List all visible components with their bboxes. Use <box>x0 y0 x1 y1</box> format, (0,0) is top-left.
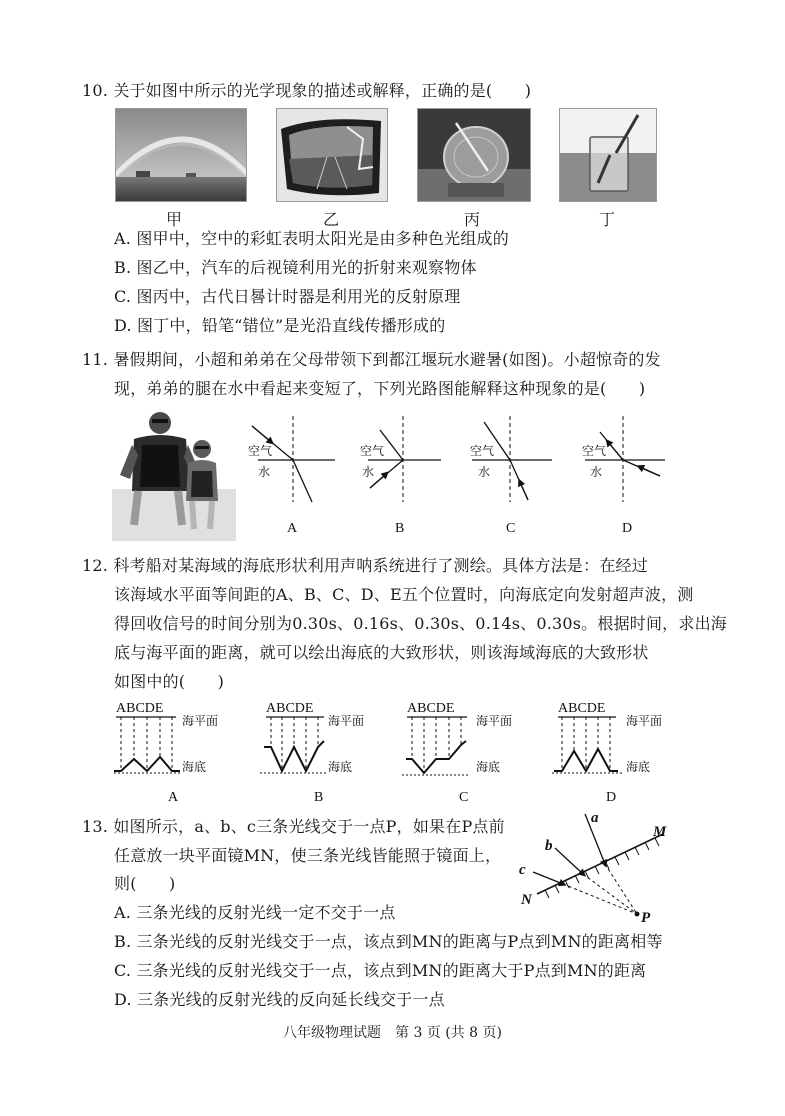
ray-b <box>555 848 583 874</box>
q12-line1: 12. 科考船对某海域的海底形状利用声呐系统进行了测绘。具体方法是：在经过 <box>82 556 648 575</box>
caption-jia: 甲 <box>165 210 182 229</box>
q11-diagrams <box>240 410 670 542</box>
seafloor-option-d <box>552 701 662 805</box>
diagram-d <box>582 416 665 502</box>
q13-stem-line1: 13. 如图所示，a、b、c三条光线交于一点P，如果在P点前 <box>82 817 505 836</box>
pencil-glass-photo <box>559 108 657 202</box>
side-mirror-image <box>277 109 387 201</box>
seafloor-b-label: B <box>314 790 324 805</box>
sundial-image <box>418 109 530 201</box>
label-n: N <box>521 892 532 908</box>
q13-option-a: A. 三条光线的反射光线一定不交于一点 <box>114 903 396 922</box>
diagram-c-water-label: 水 <box>478 465 491 479</box>
ray-c <box>533 872 563 884</box>
q13-mirror-diagram <box>515 808 685 928</box>
seafloor-c-sea-level: 海平面 <box>476 714 513 728</box>
q13-stem-line2: 任意放一块平面镜MN，使三条光线皆能照于镜面上， <box>114 846 502 865</box>
caption-ding: 丁 <box>598 210 615 229</box>
q12-line2: 该海域水平面等间距的A、B、C、D、E五个位置时，向海底定向发射超声波，测 <box>114 585 694 604</box>
seafloor-c-points: ABCDE <box>407 701 455 716</box>
q11-stem-line2: 现，弟弟的腿在水中看起来变短了，下列光路图能解释这种现象的是( ) <box>114 379 646 398</box>
q11-stem-line1: 11. 暑假期间，小超和弟弟在父母带领下到都江堰玩水避暑(如图)。小超惊奇的发 <box>82 350 661 369</box>
diagram-b <box>360 416 441 502</box>
swimmers-photo <box>112 405 236 541</box>
point-p <box>635 912 640 917</box>
diagram-b-water-label: 水 <box>362 465 375 479</box>
q12-seafloor-diagrams <box>110 697 680 809</box>
rainbow-photo <box>115 108 247 202</box>
swimmers-image <box>112 405 236 541</box>
mirror-mn <box>537 834 663 894</box>
q10-stem: 10. 关于如图中所示的光学现象的描述或解释，正确的是( ) <box>82 81 532 100</box>
q10-option-c: C. 图丙中，古代日晷计时器是利用光的反射原理 <box>114 287 461 306</box>
diagram-c <box>470 416 552 502</box>
seafloor-option-a <box>114 701 218 805</box>
q13-stem-line3: 则( ) <box>114 874 176 893</box>
seafloor-option-c <box>402 701 512 805</box>
seafloor-a-points: ABCDE <box>116 701 164 716</box>
label-c: c <box>519 862 526 878</box>
label-p: P <box>641 910 651 926</box>
seafloor-c-label: C <box>459 790 469 805</box>
q10-option-a: A. 图甲中，空中的彩虹表明太阳光是由多种色光组成的 <box>114 229 509 248</box>
seafloor-a-sea-floor: 海底 <box>182 760 207 774</box>
seafloor-a-label: A <box>168 790 179 805</box>
seafloor-c-sea-floor: 海底 <box>476 760 501 774</box>
diagram-a <box>248 416 335 502</box>
diagram-a-water-label: 水 <box>258 465 271 479</box>
diagram-d-water-label: 水 <box>590 465 603 479</box>
seafloor-d-points: ABCDE <box>558 701 606 716</box>
diagram-d-air-label: 空气 <box>582 444 607 458</box>
q13-option-d: D. 三条光线的反射光线的反向延长线交于一点 <box>114 990 445 1009</box>
caption-yi: 乙 <box>322 210 339 229</box>
seafloor-a-sea-level: 海平面 <box>182 714 219 728</box>
side-mirror-photo <box>276 108 388 202</box>
page-footer: 八年级物理试题 第 3 页 (共 8 页) <box>283 1025 502 1041</box>
caption-bing: 丙 <box>463 210 480 229</box>
q10-option-b: B. 图乙中，汽车的后视镜利用光的折射来观察物体 <box>114 258 477 277</box>
q13-option-c: C. 三条光线的反射光线交于一点，该点到MN的距离大于P点到MN的距离 <box>114 961 647 980</box>
q10-option-d: D. 图丁中，铅笔“错位”是光沿直线传播形成的 <box>114 316 446 335</box>
seafloor-b-points: ABCDE <box>266 701 314 716</box>
diagram-b-air-label: 空气 <box>360 444 385 458</box>
seafloor-d-sea-level: 海平面 <box>626 714 663 728</box>
q11-label-b: B <box>395 521 405 536</box>
label-b: b <box>545 838 553 854</box>
seafloor-d-sea-floor: 海底 <box>626 760 651 774</box>
sundial-photo <box>417 108 531 202</box>
q12-line5: 如图中的( ) <box>114 672 225 691</box>
seafloor-d-label: D <box>606 790 617 805</box>
label-a: a <box>591 810 599 826</box>
q11-label-c: C <box>506 521 516 536</box>
pencil-glass-image <box>560 109 656 201</box>
diagram-a-air-label: 空气 <box>248 444 273 458</box>
seafloor-option-b <box>260 701 364 805</box>
seafloor-b-sea-floor: 海底 <box>328 760 353 774</box>
seafloor-b-sea-level: 海平面 <box>328 714 365 728</box>
q11-label-d: D <box>622 521 633 536</box>
q13-option-b: B. 三条光线的反射光线交于一点，该点到MN的距离与P点到MN的距离相等 <box>114 932 663 951</box>
rainbow-image <box>116 109 246 201</box>
q12-line3: 得回收信号的时间分别为0.30s、0.16s、0.30s、0.14s、0.30s。根据时间，求出海 <box>114 614 727 633</box>
q12-line4: 底与海平面的距离，就可以绘出海底的大致形状，则该海域海底的大致形状 <box>114 643 649 662</box>
diagram-c-air-label: 空气 <box>470 444 495 458</box>
q11-label-a: A <box>287 521 298 536</box>
label-m: M <box>653 824 667 840</box>
